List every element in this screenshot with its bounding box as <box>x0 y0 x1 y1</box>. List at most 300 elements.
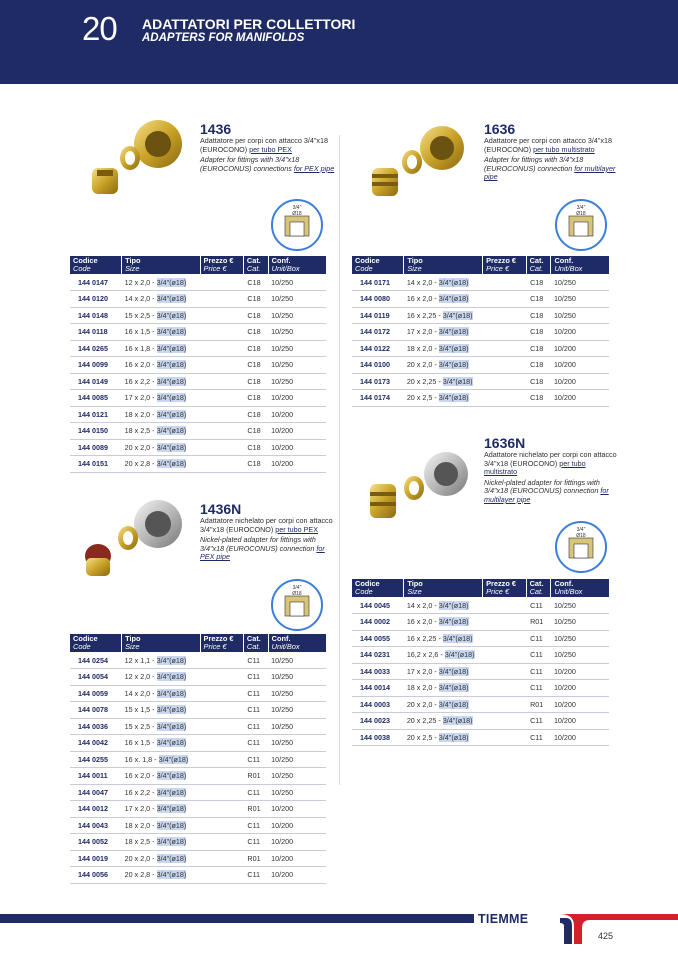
category-cell: C18 <box>243 357 268 374</box>
thread-value: 3/4"(ø18) <box>438 327 469 337</box>
column-divider <box>339 135 340 785</box>
header-category-en: Cat. <box>246 264 261 273</box>
category-cell: C11 <box>243 685 268 702</box>
pack-cell: 10/200 <box>551 340 609 357</box>
product-code-cell: 144 0171 <box>352 274 404 291</box>
price-cell <box>483 630 527 647</box>
product-code-cell: 144 0118 <box>70 324 122 341</box>
thread-value: 3/4"(ø18) <box>156 459 187 469</box>
description-it-text: Adattatore nichelato per corpi con attacco 3/4"x18 (EUROCONO) <box>484 450 617 468</box>
category-cell: C18 <box>526 340 551 357</box>
description-it-text: Adattatore per corpi con attacco 3/4"x18 (EUROCONO) <box>200 136 329 154</box>
thread-value: 3/4"(ø18) <box>158 754 189 764</box>
header-price <box>483 256 527 274</box>
header-price-en: Price € <box>203 264 227 273</box>
price-cell <box>200 685 243 702</box>
product-1436-table <box>70 256 326 473</box>
header-size <box>122 256 200 274</box>
header-pack-en: Unit/Box <box>271 642 300 651</box>
thread-value: 3/4"(ø18) <box>438 683 469 693</box>
description-en-link[interactable]: for multilayer pipe <box>484 163 616 182</box>
header-code-en: Code <box>355 264 373 273</box>
product-code-cell: 144 0149 <box>70 373 122 390</box>
pack-cell: 10/250 <box>268 340 326 357</box>
size-value: 20 x 2,25 - <box>406 376 443 386</box>
header-pack-it: Conf. <box>554 579 574 588</box>
pack-cell: 10/200 <box>268 406 326 423</box>
table-row <box>352 274 609 291</box>
header-size-it: Tipo <box>407 579 423 588</box>
price-cell <box>200 784 243 801</box>
size-cell <box>404 647 483 664</box>
table-row <box>352 373 609 390</box>
product-code-cell: 144 0054 <box>70 669 122 686</box>
price-cell <box>483 324 527 341</box>
size-cell <box>122 357 200 374</box>
pack-cell: 10/200 <box>268 801 326 818</box>
thread-value: 3/4"(ø18) <box>438 666 469 676</box>
price-cell <box>483 713 527 730</box>
size-value: 20 x 2,5 - <box>406 393 439 403</box>
product-code-cell: 144 0119 <box>352 307 404 324</box>
table-row <box>352 647 609 664</box>
pack-cell: 10/200 <box>551 324 609 341</box>
header-price-it: Prezzo € <box>203 634 234 643</box>
product-code-cell: 144 0045 <box>352 597 404 614</box>
size-value: 16 x 2,0 - <box>124 360 157 370</box>
category-cell: R01 <box>243 801 268 818</box>
header-size-en: Size <box>407 264 422 273</box>
thread-value: 3/4"(ø18) <box>156 360 187 370</box>
category-cell: C11 <box>243 669 268 686</box>
size-cell <box>122 423 200 440</box>
pack-cell: 10/250 <box>268 735 326 752</box>
header-pack <box>551 579 609 597</box>
size-value: 20 x 2,0 - <box>124 442 157 452</box>
thread-value: 3/4"(ø18) <box>156 721 187 731</box>
header-pack-it: Conf. <box>554 256 574 265</box>
price-cell <box>483 390 527 407</box>
pack-cell: 10/250 <box>268 784 326 801</box>
table-row <box>352 696 609 713</box>
table-header-row <box>352 256 609 274</box>
product-code-cell: 144 0014 <box>352 680 404 697</box>
header-size-it: Tipo <box>125 634 141 643</box>
table-row <box>70 784 326 801</box>
thread-value: 3/4"(ø18) <box>442 716 473 726</box>
product-code-cell: 144 0052 <box>70 834 122 851</box>
category-cell: C18 <box>243 307 268 324</box>
price-cell <box>200 423 243 440</box>
pack-cell: 10/250 <box>268 274 326 291</box>
product-code-cell: 144 0172 <box>352 324 404 341</box>
product-code-cell: 144 0174 <box>352 390 404 407</box>
size-cell <box>122 850 200 867</box>
product-code-cell: 144 0099 <box>70 357 122 374</box>
price-cell <box>483 680 527 697</box>
thread-value: 3/4"(ø18) <box>438 294 469 304</box>
size-value: 16 x 1,5 - <box>124 327 157 337</box>
pack-cell: 10/250 <box>551 614 609 631</box>
table-row <box>70 751 326 768</box>
pack-cell: 10/250 <box>268 291 326 308</box>
size-cell <box>404 729 483 746</box>
table-row <box>70 390 326 407</box>
thread-value: 3/4"(ø18) <box>156 327 187 337</box>
diagram-label-2: Ø18 <box>292 211 302 217</box>
header-pack <box>268 256 326 274</box>
category-cell: C11 <box>526 680 551 697</box>
product-1436-image <box>88 118 192 198</box>
thread-value: 3/4"(ø18) <box>156 853 187 863</box>
table-row <box>70 850 326 867</box>
description-it <box>484 451 619 477</box>
header-code-it: Codice <box>73 634 98 643</box>
size-value: 12 x 1,1 - <box>124 655 157 665</box>
product-code-cell: 144 0147 <box>70 274 122 291</box>
pack-cell: 10/200 <box>551 357 609 374</box>
product-code-cell: 144 0078 <box>70 702 122 719</box>
header-code-it: Codice <box>73 256 98 265</box>
table-row <box>70 357 326 374</box>
description-it <box>484 137 619 154</box>
diagram-label-1: 3/4" <box>292 205 302 211</box>
product-code-cell: 144 0150 <box>70 423 122 440</box>
pack-cell: 10/250 <box>268 685 326 702</box>
category-cell: C11 <box>526 630 551 647</box>
pack-cell: 10/200 <box>268 439 326 456</box>
size-value: 18 x 2,5 - <box>124 426 157 436</box>
category-cell: C18 <box>243 439 268 456</box>
table-row <box>70 817 326 834</box>
header-code-en: Code <box>355 587 373 596</box>
description-en <box>200 156 335 173</box>
size-cell <box>122 274 200 291</box>
size-cell <box>122 406 200 423</box>
price-cell <box>200 307 243 324</box>
category-cell: C11 <box>243 817 268 834</box>
product-code-cell: 144 0148 <box>70 307 122 324</box>
category-cell: C18 <box>243 456 268 473</box>
size-value: 16,2 x 2,6 - <box>406 650 445 660</box>
size-value: 16 x 2,2 - <box>124 376 157 386</box>
header-code-it: Codice <box>355 256 380 265</box>
size-value: 15 x 1,5 - <box>124 705 157 715</box>
pack-cell: 10/200 <box>268 456 326 473</box>
thread-value: 3/4"(ø18) <box>156 442 187 452</box>
product-code-cell: 144 0255 <box>70 751 122 768</box>
size-value: 14 x 2,0 - <box>406 600 439 610</box>
description-en <box>484 479 619 505</box>
product-code-cell: 144 0173 <box>352 373 404 390</box>
product-code-cell: 144 0003 <box>352 696 404 713</box>
header-category-en: Cat. <box>529 587 544 596</box>
size-value: 20 x 2,25 - <box>406 716 443 726</box>
price-cell <box>483 274 527 291</box>
size-cell <box>122 390 200 407</box>
diagram-label-2: Ø18 <box>292 591 302 597</box>
description-en-link[interactable]: for multilayer pipe <box>484 486 609 504</box>
table-row <box>70 274 326 291</box>
size-value: 20 x 2,0 - <box>124 853 157 863</box>
category-cell: C18 <box>243 291 268 308</box>
thread-value: 3/4"(ø18) <box>156 870 187 880</box>
header-pack <box>551 256 609 274</box>
pack-cell: 10/250 <box>551 647 609 664</box>
price-cell <box>200 291 243 308</box>
pack-cell: 10/200 <box>268 423 326 440</box>
size-value: 12 x 2,0 - <box>124 277 157 287</box>
description-it-link[interactable]: per tubo PEX <box>249 144 292 154</box>
pack-cell: 10/250 <box>268 768 326 785</box>
header-price-en: Price € <box>486 587 510 596</box>
pack-cell: 10/200 <box>551 729 609 746</box>
header-size <box>122 634 200 652</box>
thread-value: 3/4"(ø18) <box>438 277 469 287</box>
brand-logo: TIEMME <box>478 912 529 926</box>
product-1436n-image <box>82 498 192 580</box>
product-code: 1436N <box>200 501 242 517</box>
diagram-label-1: 3/4" <box>576 205 586 211</box>
diagram-label-2: Ø18 <box>576 211 586 217</box>
thread-diagram-icon <box>554 198 608 252</box>
thread-value: 3/4"(ø18) <box>156 820 187 830</box>
table-row <box>352 729 609 746</box>
header-price <box>200 256 243 274</box>
thread-value: 3/4"(ø18) <box>438 600 469 610</box>
size-value: 14 x 2,0 - <box>124 294 157 304</box>
pack-cell: 10/200 <box>551 696 609 713</box>
table-row <box>70 685 326 702</box>
size-cell <box>122 784 200 801</box>
description-it-link[interactable]: per tubo PEX <box>275 524 319 534</box>
price-cell <box>200 456 243 473</box>
product-1636-table <box>352 256 609 407</box>
category-cell: R01 <box>526 696 551 713</box>
category-cell: C18 <box>243 423 268 440</box>
size-value: 16 x 2,25 - <box>406 310 443 320</box>
product-1436n-info <box>200 502 335 562</box>
thread-value: 3/4"(ø18) <box>156 376 187 386</box>
table-row <box>70 867 326 884</box>
product-code-cell: 144 0080 <box>352 291 404 308</box>
product-code-cell: 144 0042 <box>70 735 122 752</box>
product-1636-image <box>368 124 476 200</box>
pack-cell: 10/250 <box>268 718 326 735</box>
category-cell: C18 <box>526 291 551 308</box>
pack-cell: 10/250 <box>551 291 609 308</box>
table-row <box>352 713 609 730</box>
header-size <box>404 256 483 274</box>
size-cell <box>404 390 483 407</box>
category-cell: C11 <box>526 729 551 746</box>
category-cell: C18 <box>243 324 268 341</box>
table-row <box>70 340 326 357</box>
product-code-cell: 144 0038 <box>352 729 404 746</box>
price-cell <box>200 702 243 719</box>
header-code-en: Code <box>73 264 91 273</box>
size-cell <box>122 867 200 884</box>
product-1636-info <box>484 122 619 182</box>
table-header-row <box>70 256 326 274</box>
header-pack-it: Conf. <box>271 634 291 643</box>
thread-value: 3/4"(ø18) <box>442 633 473 643</box>
thread-value: 3/4"(ø18) <box>156 837 187 847</box>
pack-cell: 10/250 <box>551 597 609 614</box>
header-price-en: Price € <box>486 264 510 273</box>
description-en-text: Adapter for fittings with 3/4"x18 (EUROCONUS) connections <box>200 155 300 173</box>
thread-diagram-icon <box>270 578 324 632</box>
size-value: 16 x 2,0 - <box>406 617 439 627</box>
pack-cell: 10/250 <box>551 274 609 291</box>
size-cell <box>122 307 200 324</box>
price-cell <box>483 696 527 713</box>
description-it-link[interactable]: per tubo multistrato <box>533 144 595 154</box>
price-cell <box>200 373 243 390</box>
header-size-it: Tipo <box>407 256 423 265</box>
header-pack <box>268 634 326 652</box>
size-cell <box>122 817 200 834</box>
category-cell: C11 <box>243 784 268 801</box>
pack-cell: 10/250 <box>551 307 609 324</box>
pack-cell: 10/200 <box>551 373 609 390</box>
size-value: 20 x 2,0 - <box>406 699 439 709</box>
thread-diagram-icon <box>270 198 324 252</box>
table-header-row <box>352 579 609 597</box>
pack-cell: 10/200 <box>268 817 326 834</box>
size-value: 17 x 2,0 - <box>124 393 157 403</box>
category-cell: C11 <box>243 652 268 669</box>
size-cell <box>122 669 200 686</box>
size-value: 20 x 2,0 - <box>406 360 439 370</box>
header-price-it: Prezzo € <box>486 579 517 588</box>
thread-value: 3/4"(ø18) <box>156 393 187 403</box>
table-row <box>70 291 326 308</box>
table-row <box>70 652 326 669</box>
table-row <box>352 307 609 324</box>
price-cell <box>200 390 243 407</box>
product-1636n-info <box>484 436 619 505</box>
product-code-cell: 144 0047 <box>70 784 122 801</box>
header-price <box>483 579 527 597</box>
thread-value: 3/4"(ø18) <box>156 787 187 797</box>
header-price-it: Prezzo € <box>486 256 517 265</box>
size-cell <box>122 834 200 851</box>
size-value: 16 x. 1,8 - <box>124 754 159 764</box>
header-size-en: Size <box>125 642 140 651</box>
header-price <box>200 634 243 652</box>
thread-value: 3/4"(ø18) <box>438 699 469 709</box>
table-row <box>70 439 326 456</box>
category-cell: C18 <box>526 324 551 341</box>
size-value: 18 x 2,0 - <box>124 820 157 830</box>
description-en-text: Nickel-plated adapter for fittings with 3/4"x18 (EUROCONUS) connection <box>484 477 600 496</box>
header-size-en: Size <box>125 264 140 273</box>
price-cell <box>483 340 527 357</box>
description-en-link[interactable]: for PEX pipe <box>200 543 325 562</box>
size-cell <box>122 456 200 473</box>
thread-value: 3/4"(ø18) <box>444 650 475 660</box>
table-row <box>70 718 326 735</box>
category-cell: R01 <box>243 850 268 867</box>
pack-cell: 10/200 <box>551 663 609 680</box>
header-category-it: Cat. <box>246 634 261 643</box>
thread-value: 3/4"(ø18) <box>156 277 187 287</box>
table-row <box>70 307 326 324</box>
product-code-cell: 144 0055 <box>352 630 404 647</box>
size-cell <box>404 324 483 341</box>
product-code-cell: 144 0011 <box>70 768 122 785</box>
description-it-text: Adattatore per corpi con attacco 3/4"x18 (EUROCONO) <box>484 136 613 154</box>
price-cell <box>200 324 243 341</box>
size-value: 20 x 2,8 - <box>124 459 157 469</box>
header-price-it: Prezzo € <box>203 256 234 265</box>
diagram-label-1: 3/4" <box>292 585 302 591</box>
size-value: 17 x 2,0 - <box>406 327 439 337</box>
description-it-link[interactable]: per tubo multistrato <box>484 458 586 477</box>
product-code: 1436 <box>200 121 232 137</box>
size-cell <box>122 373 200 390</box>
size-cell <box>122 324 200 341</box>
table-row <box>352 614 609 631</box>
size-value: 16 x 2,2 - <box>124 787 157 797</box>
table-row <box>70 735 326 752</box>
size-value: 16 x 1,5 - <box>124 738 157 748</box>
product-code-cell: 144 0019 <box>70 850 122 867</box>
product-code-cell: 144 0002 <box>352 614 404 631</box>
price-cell <box>200 735 243 752</box>
table-row <box>70 669 326 686</box>
table-row <box>70 324 326 341</box>
price-cell <box>200 768 243 785</box>
description-en-link[interactable]: for PEX pipe <box>293 163 335 173</box>
product-code-cell: 144 0085 <box>70 390 122 407</box>
description-en <box>484 156 619 182</box>
pack-cell: 10/200 <box>551 680 609 697</box>
thread-value: 3/4"(ø18) <box>438 617 469 627</box>
category-cell: C18 <box>243 406 268 423</box>
pack-cell: 10/250 <box>268 373 326 390</box>
price-cell <box>200 850 243 867</box>
size-cell <box>122 751 200 768</box>
category-cell: C11 <box>243 702 268 719</box>
thread-value: 3/4"(ø18) <box>156 409 187 419</box>
size-cell <box>404 630 483 647</box>
price-cell <box>200 652 243 669</box>
size-cell <box>404 291 483 308</box>
product-code-cell: 144 0036 <box>70 718 122 735</box>
price-cell <box>483 647 527 664</box>
size-cell <box>404 357 483 374</box>
size-cell <box>404 597 483 614</box>
product-code-cell: 144 0254 <box>70 652 122 669</box>
product-1636n-image <box>366 450 478 530</box>
table-row <box>70 373 326 390</box>
price-cell <box>483 597 527 614</box>
diagram-label-2: Ø18 <box>576 533 586 539</box>
category-cell: C11 <box>526 713 551 730</box>
product-code-cell: 144 0100 <box>352 357 404 374</box>
product-code-cell: 144 0043 <box>70 817 122 834</box>
page-number: 425 <box>598 931 614 941</box>
thread-value: 3/4"(ø18) <box>156 294 187 304</box>
size-value: 18 x 2,0 - <box>406 343 439 353</box>
price-cell <box>200 439 243 456</box>
price-cell <box>483 357 527 374</box>
product-code-cell: 144 0012 <box>70 801 122 818</box>
table-row <box>70 801 326 818</box>
price-cell <box>200 274 243 291</box>
